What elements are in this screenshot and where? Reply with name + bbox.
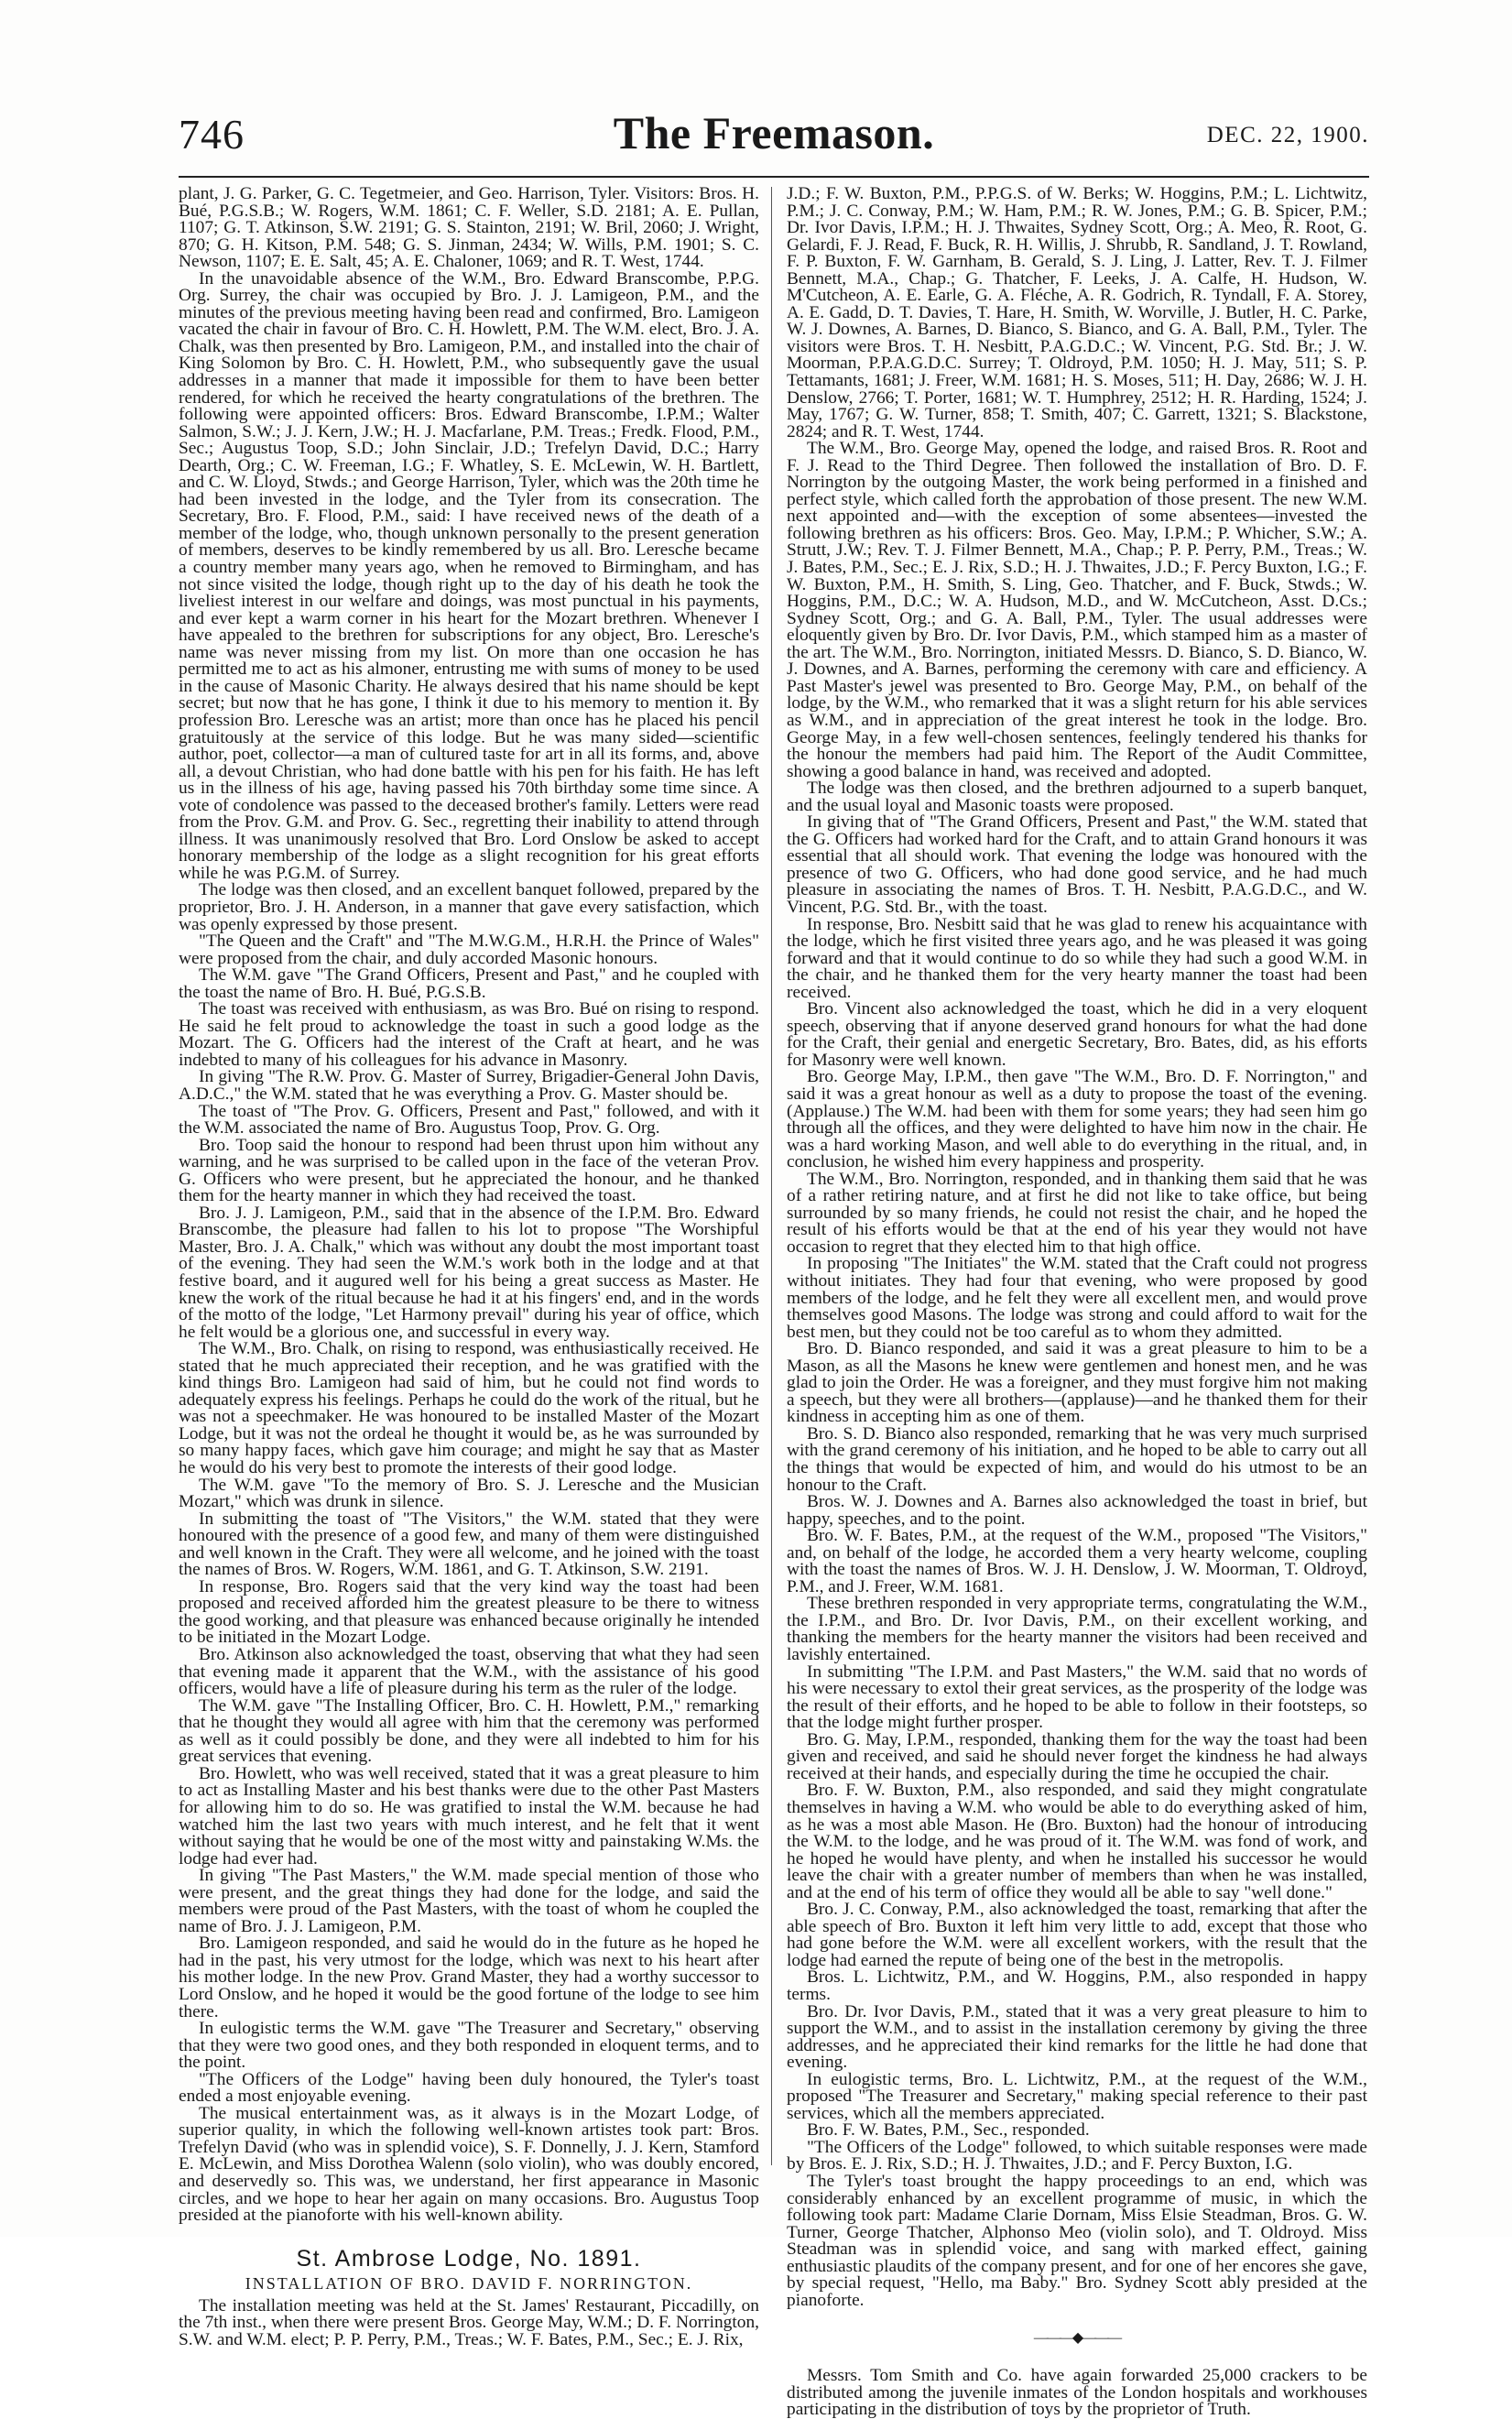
article-paragraph: In response, Bro. Nesbitt said that he was glad to renew his acquaintance with the lodge, which he first visited three years ago, and he was pleased it was going forward and that it would continue to do so while they had such a good W.M. in the chair, and he thanked them for the very hearty manner the toast had been received. xyxy=(787,914,1367,1002)
article-paragraph: The lodge was then closed, and an excellent banquet followed, prepared by the proprietor, Bro. J. H. Anderson, in a manner that gave every satisfaction, which was openly expressed by those present. xyxy=(179,880,759,934)
article-paragraph: In response, Bro. Rogers said that the very kind way the toast had been proposed and received afforded him the greatest pleasure to be there to witness the good working, and that pleasure was enhanced because originally he intended to be initiated in the Mozart Lodge. xyxy=(179,1576,759,1648)
article-paragraph: In the unavoidable absence of the W.M., Bro. Edward Branscombe, P.P.G. Org. Surrey, the chair was occupied by Bro. J. J. Lamigeon, P.M., and the minutes of the previous meeting having been read and confirmed, Bro. Lamigeon vacated the chair in favour of Bro. C. H. Howlett, P.M. The W.M. elect, Bro. J. A. Chalk, was then presented by Bro. Lamigeon, P.M., and installed into the chair of King Solomon by Bro. C. H. Howlett, P.M., who subsequently gave the usual addresses in a manner that made it impossible for them to have been better rendered, for which he received the hearty congratulations of the brethren. The following were appointed officers: Bros. Edward Branscombe, I.P.M.; Walter Salmon, S.W.; J. J. Kern, J.W.; H. J. Macfarlane, P.M. Treas.; Fredk. Flood, P.M., Sec.; Augustus Toop, S.D.; John Sinclair, J.D.; Trefelyn David, D.C.; Harry Dearth, Org.; C. W. Freeman, I.G.; F. Whatley, S. E. McLewin, W. H. Bartlett, and C. W. Lloyd, Stwds.; and George Harrison, Tyler, which was the 20th time he had been invested in the lodge, and the Tyler from its consecration. The Secretary, Bro. F. Flood, P.M., said: I have received news of the death of a member of the lodge, who, though unknown personally to the present generation of members, deserves to be kindly remembered by us all. Bro. Leresche became a country member many years ago, when he removed to Birmingham, and has not since visited the lodge, though right up to the day of his death he took the liveliest interest in our welfare and doings, was most punctual in his payments, and ever kept a warm corner in his heart for the Mozart brethren. Whenever I have appealed to the brethren for subscriptions for any object, Bro. Leresche's name was never missing from my list. On more than one occasion he has permitted me to act as his almoner, entrusting me with sums of money to be used in the cause of Masonic Charity. He always desired that his name should be kept secret; but now that he has gone, I think it due to his memory to mention it. By profession Bro. Leresche was an artist; more than once has he placed his pencil gratuitously at the service of this lodge. But he was many sided—scientific author, poet, collector—a man of cultured taste for art in all its forms, and, above all, a devout Christian, who had done battle with his pen for his faith. He has left us in the illness of his age, having passed his 70th birthday some time since. A vote of condolence was passed to the deceased brother's family. Letters were read from the Prov. G.M. and Prov. G. Sec., regretting their inability to attend through illness. It was unanimously resolved that Bro. Lord Onslow be asked to accept honorary membership of the lodge as a slight recognition for his great efforts while he was P.G.M. of Surrey. xyxy=(179,268,759,883)
column-divider xyxy=(771,187,772,2165)
article-paragraph: In submitting "The I.P.M. and Past Masters," the W.M. said that no words of his were necessary to extol their great services, as the prosperity of the lodge was the result of their efforts, and he hoped to be able to follow in their footsteps, so that the lodge might further prosper. xyxy=(787,1662,1367,1733)
article-paragraph: "The Officers of the Lodge" followed, to which suitable responses were made by Bros. E. J. Rix, S.D.; H. J. Thwaites, J.D.; and F. Percy Buxton, I.G. xyxy=(787,2137,1367,2174)
article-paragraph: The musical entertainment was, as it always is in the Mozart Lodge, of superior quality, in which the following well-known artistes took part: Bros. Trefelyn David (who was in splendid voice), S. F. Donnelly, J. J. Kern, Stamford E. McLewin, and Miss Dorothea Walenn (solo violin), who was doubly encored, and deservedly so. This was, we understand, her first appearance in Masonic circles, and we hope to hear her again on many occasions. Bro. Augustus Toop presided at the pianoforte with his well-known ability. xyxy=(179,2103,759,2226)
article-paragraph: These brethren responded in very appropriate terms, congratulating the W.M., the I.P.M., and Bro. Dr. Ivor Davis, P.M., on their excellent working, and thanking the members for the hearty manner the visitors had been received and lavishly entertained. xyxy=(787,1594,1367,1665)
issue-date: DEC. 22, 1900. xyxy=(1206,123,1369,147)
article-paragraph: Bro. Atkinson also acknowledged the toast, observing that what they had seen that evening made it apparent that the W.M., with the assistance of his good officers, would have a life of pleasure during his term as the ruler of the lodge. xyxy=(179,1645,759,1699)
article-paragraph: In eulogistic terms, Bro. L. Lichtwitz, P.M., at the request of the W.M., proposed "The Treasurer and Secretary," making special reference to their past services, which all the members appreciated. xyxy=(787,2069,1367,2123)
article-paragraph: The installation meeting was held at the St. James' Restaurant, Piccadilly, on the 7th inst., when there were present Bros. George May, W.M.; D. F. Norrington, S.W. and W.M. elect; P. P. Perry, P.M., Treas.; W. F. Bates, P.M., Sec.; E. J. Rix, xyxy=(179,2295,759,2349)
left-column-continued xyxy=(179,2295,759,2349)
article-paragraph: Bro. F. W. Buxton, P.M., also responded, and said they might congratulate themselves in having a W.M. who would be able to do everything asked of him, as he was a most able Mason. He (Bro. Buxton) had the honour of introducing the W.M. to the lodge, and he was proud of it. The W.M. was fond of work, and he hoped he would have plenty, and when he installed his successor he would leave the chair with a greater number of members than when he was installed, and at the end of his term of office they would all be able to say "well done." xyxy=(787,1781,1367,1902)
header-rule xyxy=(179,176,1369,178)
article-paragraph: J.D.; F. W. Buxton, P.M., P.P.G.S. of W. Berks; W. Hoggins, P.M.; L. Lichtwitz, P.M.; J. C. Conway, P.M.; W. Ham, P.M.; R. W. Jones, P.M.; G. B. Spicer, P.M.; Dr. Ivor Davis, I.P.M.; H. J. Thwaites, Sydney Scott, Org.; A. Meo, R. Root, G. Gelardi, F. J. Read, F. Buck, R. H. Willis, J. Shrubb, R. Sandland, J. T. Rowland, F. P. Buxton, F. W. Garnham, B. Gerald, S. J. Ling, J. Latter, Rev. T. J. Filmer Bennett, M.A., Chap.; G. Thatcher, F. Leeks, J. A. Calfe, H. Hudson, W. M'Cutcheon, A. E. Earle, G. A. Fléche, A. R. Godrich, R. Tyndall, F. A. Storey, A. E. Gadd, D. T. Davies, T. Hare, H. Smith, W. Worville, J. Butler, H. C. Parke, W. J. Downes, A. Barnes, D. Bianco, S. Bianco, and G. A. Ball, P.M., Tyler. The visitors were Bros. T. H. Nesbitt, P.A.G.D.C.; W. Vincent, P.G. Std. Br.; J. W. Moorman, P.P.A.G.D.C. Surrey; T. Oldroyd, P.M. 1050; H. J. May, 511; S. P. Tettamants, 1681; J. Freer, W.M. 1681; H. S. Moses, 511; H. Day, 2686; W. J. H. Denslow, 2766; T. Porter, 1681; W. T. Humphrey, 2512; H. R. Harding, 1524; J. May, 1767; G. W. Turner, 858; T. Smith, 407; C. Garrett, 1321; S. Blackstone, 2824; and R. T. West, 1744. xyxy=(787,184,1367,441)
article-paragraph: The W.M. gave "To the memory of Bro. S. J. Leresche and the Musician Mozart," which was drunk in silence. xyxy=(179,1475,759,1512)
article-paragraph: "The Queen and the Craft" and "The M.W.G.M., H.R.H. the Prince of Wales" were proposed from the chair, and duly accorded Masonic honours. xyxy=(179,932,759,968)
masthead xyxy=(179,106,1369,170)
article-paragraph: The Tyler's toast brought the happy proceedings to an end, which was considerably enhanced by an excellent programme of music, in which the following took part: Madame Clarie Dornam, Miss Elsie Steadman, Bros. G. W. Turner, George Thatcher, Alphonso Meo (violin solo), and T. Oldroyd. Miss Steadman was in splendid voice, and sang with marked effect, gaining enthusiastic plaudits of the company present, and for one of her encores she gave, by special request, "Hello, ma Baby." Bro. Sydney Scott ably presided at the pianoforte. xyxy=(787,2171,1367,2310)
article-paragraph: The W.M. gave "The Installing Officer, Bro. C. H. Howlett, P.M.," remarking that he thought they would all agree with him that the ceremony was performed as well as it could possibly be done, and they were all indebted to him for his great services that evening. xyxy=(179,1695,759,1767)
article-paragraph: Bro. George May, I.P.M., then gave "The W.M., Bro. D. F. Norrington," and said it was a great honour as well as a duty to propose the toast of the evening. (Applause.) The W.M. had been with them for some years; they had seen him go through all the offices, and they were delighted to have him now in the chair. He was a hard working Mason, and well able to do everything in the ritual, and, in conclusion, he wished him every happiness and prosperity. xyxy=(787,1067,1367,1172)
article-paragraph: plant, J. G. Parker, G. C. Tegetmeier, and Geo. Harrison, Tyler. Visitors: Bros. H. Bué, P.G.S.B.; W. Rogers, W.M. 1861; C. F. Weller, S.D. 2181; A. E. Pullan, 1107; G. T. Atkinson, S.W. 2191; G. S. Stainton, 2191; W. Bril, 2060; J. Wright, 870; G. H. Kitson, P.M. 548; G. S. Jinman, 2434; W. Wills, P.M. 1901; S. C. Newson, 1107; E. E. Salt, 45; A. E. Chaloner, 1069; and R. T. West, 1744. xyxy=(179,184,759,272)
newspaper-title: The Freemason. xyxy=(613,107,935,158)
page-number: 746 xyxy=(179,111,245,158)
right-column xyxy=(787,186,1367,2419)
article-paragraph: Bro. J. C. Conway, P.M., also acknowledged the toast, remarking that after the able speech of Bro. Buxton it left him very little to add, except that those who had gone before the W.M. were all excellent workers, with the result that the lodge had earned the repute of being one of the best in the metropolis. xyxy=(787,1900,1367,1970)
closing-note: Messrs. Tom Smith and Co. have again forwarded 25,000 crackers to be distributed among the juvenile inmates of the London hospitals and workhouses participating in the distribution of toys by the proprietor of Truth. xyxy=(787,2366,1367,2419)
right-column-body xyxy=(787,186,1367,2309)
article-paragraph: Bro. F. W. Bates, P.M., Sec., responded. xyxy=(807,2120,1090,2141)
article-paragraph: In giving "The Past Masters," the W.M. made special mention of those who were present, and the great things they had done for the lodge, and said the members were proud of the Past Masters, with the toast of whom he coupled the name of Bro. J. J. Lamigeon, P.M. xyxy=(179,1866,759,1936)
article-paragraph: Bro. G. May, I.P.M., responded, thanking them for the way the toast had been given and received, and said he should never forget the kindness he had always received at their hands, and especially during the time he occupied the chair. xyxy=(787,1729,1367,1783)
article-paragraph: Bro. W. F. Bates, P.M., at the request of the W.M., proposed "The Visitors," and, on behalf of the lodge, he accorded them a very hearty welcome, coupling with the toast the names of Bros. W. J. H. Denslow, J. W. Moorman, T. Oldroyd, P.M., and J. Freer, W.M. 1681. xyxy=(787,1526,1367,1596)
article-paragraph: Bro. Toop said the honour to respond had been thrust upon him without any warning, and he was surprised to be called upon in the face of the veteran Prov. G. Officers who were present, but he appreciated the honour, and he thanked them for the hearty manner in which they had received the toast. xyxy=(179,1135,759,1206)
article-paragraph: The W.M. gave "The Grand Officers, Present and Past," and he coupled with the toast the name of Bro. H. Bué, P.G.S.B. xyxy=(179,965,759,1002)
article-paragraph: Bro. J. J. Lamigeon, P.M., said that in the absence of the I.P.M. Bro. Edward Branscombe, the pleasure had fallen to his lot to propose "The Worshipful Master, Bro. J. A. Chalk," which was without any doubt the most important toast of the evening. They had seen the W.M.'s work both in the lodge and at that festive board, and it augured well for his being a great success as Master. He knew the work of the ritual because he had it at his fingers' end, and in the words of the motto of the lodge, "Let Harmony prevail" during his year of office, which he felt would be a glorious one, and successful in every way. xyxy=(179,1203,759,1342)
article-paragraph: In giving that of "The Grand Officers, Present and Past," the W.M. stated that the G. Officers had worked hard for the Craft, and to attain Grand honours it was essential that all should work. That evening the lodge was honoured with the presence of two G. Officers, who had done good service, and he had much pleasure in associating the names of Bros. T. H. Nesbitt, P.A.G.D.C., and W. Vincent, P.G. Std. Br., with the toast. xyxy=(787,812,1367,917)
article-paragraph: In submitting the toast of "The Visitors," the W.M. stated that they were honoured with the presence of a good few, and many of them were distinguished and well known in the Craft. They were all welcome, and he joined with the toast the names of Bros. W. Rogers, W.M. 1861, and G. T. Atkinson, S.W. 2191. xyxy=(179,1509,759,1580)
article-paragraph: The toast of "The Prov. G. Officers, Present and Past," followed, and with it the W.M. associated the name of Bro. Augustus Toop, Prov. G. Org. xyxy=(179,1101,759,1139)
section-heading: St. Ambrose Lodge, No. 1891. xyxy=(296,2245,642,2272)
left-column xyxy=(179,186,759,2348)
article-paragraph: Bros. L. Lichtwitz, P.M., and W. Hoggins, P.M., also responded in happy terms. xyxy=(787,1967,1367,2004)
article-paragraph: Bros. W. J. Downes and A. Barnes also acknowledged the toast in brief, but happy, speeches, and to the point. xyxy=(787,1492,1367,1529)
ornamental-divider: ———◆——— xyxy=(1033,2330,1121,2347)
article-paragraph: In giving "The R.W. Prov. G. Master of Surrey, Brigadier-General John Davis, A.D.C.," the W.M. stated that he was everything a Prov. G. Master should be. xyxy=(179,1067,759,1104)
article-paragraph: "The Officers of the Lodge" having been duly honoured, the Tyler's toast ended a most enjoyable evening. xyxy=(179,2069,759,2107)
article-paragraph: Bro. Lamigeon responded, and said he would do in the future as he hoped he had in the past, his very utmost for the lodge, which was next to his heart after his mother lodge. In the new Prov. Grand Master, they had a worthy successor to Lord Onslow, and he hoped it would be the good fortune of the lodge to see him there. xyxy=(179,1934,759,2021)
article-paragraph: The toast was received with enthusiasm, as was Bro. Bué on rising to respond. He said he felt proud to acknowledge the toast in such a good lodge as the Mozart. The G. Officers had the interest of the Craft at heart, and he was indebted to many of his colleagues for his advance in Masonry. xyxy=(179,999,759,1070)
article-paragraph: In eulogistic terms the W.M. gave "The Treasurer and Secretary," observing that they were two good ones, and they both responded in eloquent terms, and to the point. xyxy=(179,2019,759,2073)
section-subheading: INSTALLATION OF BRO. DAVID F. NORRINGTON. xyxy=(245,2273,693,2293)
left-column-body xyxy=(179,186,759,2225)
article-paragraph: Bro. S. D. Bianco also responded, remarking that he was very much surprised with the grand ceremony of his initiation, and he hoped to be able to carry out all the things that would be expected of him, and would do his utmost to be an honour to the Craft. xyxy=(787,1423,1367,1495)
article-paragraph: Bro. Vincent also acknowledged the toast, which he did in a very eloquent speech, observing that if anyone deserved grand honours for what the had done for the Craft, their genial and energetic Secretary, Bro. Bates, did, as his efforts for Masonry were well known. xyxy=(787,999,1367,1070)
article-paragraph: Bro. D. Bianco responded, and said it was a great pleasure to him to be a Mason, as all the Masons he knew were gentlemen and honest men, and he was glad to join the Order. He was a foreigner, and they must forgive him not making a speech, but they were all brothers—(applause)—and he thanked them for their kindness in accepting him as one of them. xyxy=(787,1339,1367,1427)
article-paragraph: In proposing "The Initiates" the W.M. stated that the Craft could not progress without initiates. They had four that evening, who were proposed by good members of the lodge, and he felt they were all excellent men, and would prove themselves good Masons. The lodge was strong and could afford to wait for the best men, but they could not be too careful as to whom they admitted. xyxy=(787,1254,1367,1342)
article-paragraph: The lodge was then closed, and the brethren adjourned to a superb banquet, and the usual loyal and Masonic toasts were proposed. xyxy=(787,779,1367,815)
article-paragraph: The W.M., Bro. Norrington, responded, and in thanking them said that he was of a rather retiring nature, and at first he did not like to take office, but being surrounded by so many friends, he could not resist the chair, and he hoped the result of his efforts would be that at the end of his year they would not have occasion to regret that they elected him to that high office. xyxy=(787,1169,1367,1257)
article-paragraph: The W.M., Bro. Chalk, on rising to respond, was enthusiastically received. He stated that he much appreciated their reception, and he was gratified with the kind things Bro. Lamigeon had said of him, but he could not find words to adequately express his feelings. Perhaps he could do the work of the ritual, but he was not a speechmaker. He was honoured to be installed Master of the Mozart Lodge, but it was not the ordeal he thought it would be, as he was surrounded by so many happy faces, which gave him courage; and might he say that as Master he would do his very best to promote the interests of their good lodge. xyxy=(179,1339,759,1478)
article-paragraph: The W.M., Bro. George May, opened the lodge, and raised Bros. R. Root and F. J. Read to the Third Degree. Then followed the installation of Bro. D. F. Norrington by the outgoing Master, the work being performed in a finished and perfect style, which called forth the approbation of those present. The new W.M. next appointed and—with the exception of some absentees—invested the following brethren as his officers: Bros. Geo. May, I.P.M.; P. Whicher, S.W.; A. Strutt, J.W.; Rev. T. J. Filmer Bennett, M.A., Chap.; P. P. Perry, P.M., Treas.; W. J. Bates, P.M., Sec.; E. J. Rix, S.D.; H. J. Thwaites, J.D.; F. Percy Buxton, I.G.; F. W. Buxton, P.M., H. Smith, S. Ling, Geo. Thatcher, and F. Buck, Stwds.; W. Hoggins, P.M., D.C.; W. A. Hudson, M.D., and W. McCutcheon, Asst. D.Cs.; Sydney Scott, Org.; and G. A. Ball, P.M., Tyler. The usual addresses were eloquently given by Bro. Dr. Ivor Davis, P.M., which stamped him as a master of the art. The W.M., Bro. Norrington, initiated Messrs. D. Bianco, S. D. Bianco, W. J. Downes, and A. Barnes, performing the ceremony with care and efficiency. A Past Master's jewel was presented to Bro. George May, P.M., on behalf of the lodge, by the W.M., who remarked that it was a slight return for his able services as W.M., and in appreciation of the great interest he took in the lodge. Bro. George May, in a few well-chosen sentences, feelingly tendered his thanks for the honour the members had paid him. The Report of the Audit Committee, showing a good balance in hand, was received and adopted. xyxy=(787,439,1367,781)
article-paragraph: Bro. Howlett, who was well received, stated that it was a great pleasure to him to act as Installing Master and his best thanks were due to the other Past Masters for allowing him to do so. He was gratified to instal the W.M. because he had watched him the last two years with much interest, and he felt that it went without saying that he would be one of the most witty and painstaking W.Ms. the lodge had ever had. xyxy=(179,1763,759,1869)
article-paragraph: Bro. Dr. Ivor Davis, P.M., stated that it was a very great pleasure to him to support the W.M., and to assist in the installation ceremony by giving the three addresses, and he appreciated their kind remarks for the little he had done that evening. xyxy=(787,2001,1367,2073)
